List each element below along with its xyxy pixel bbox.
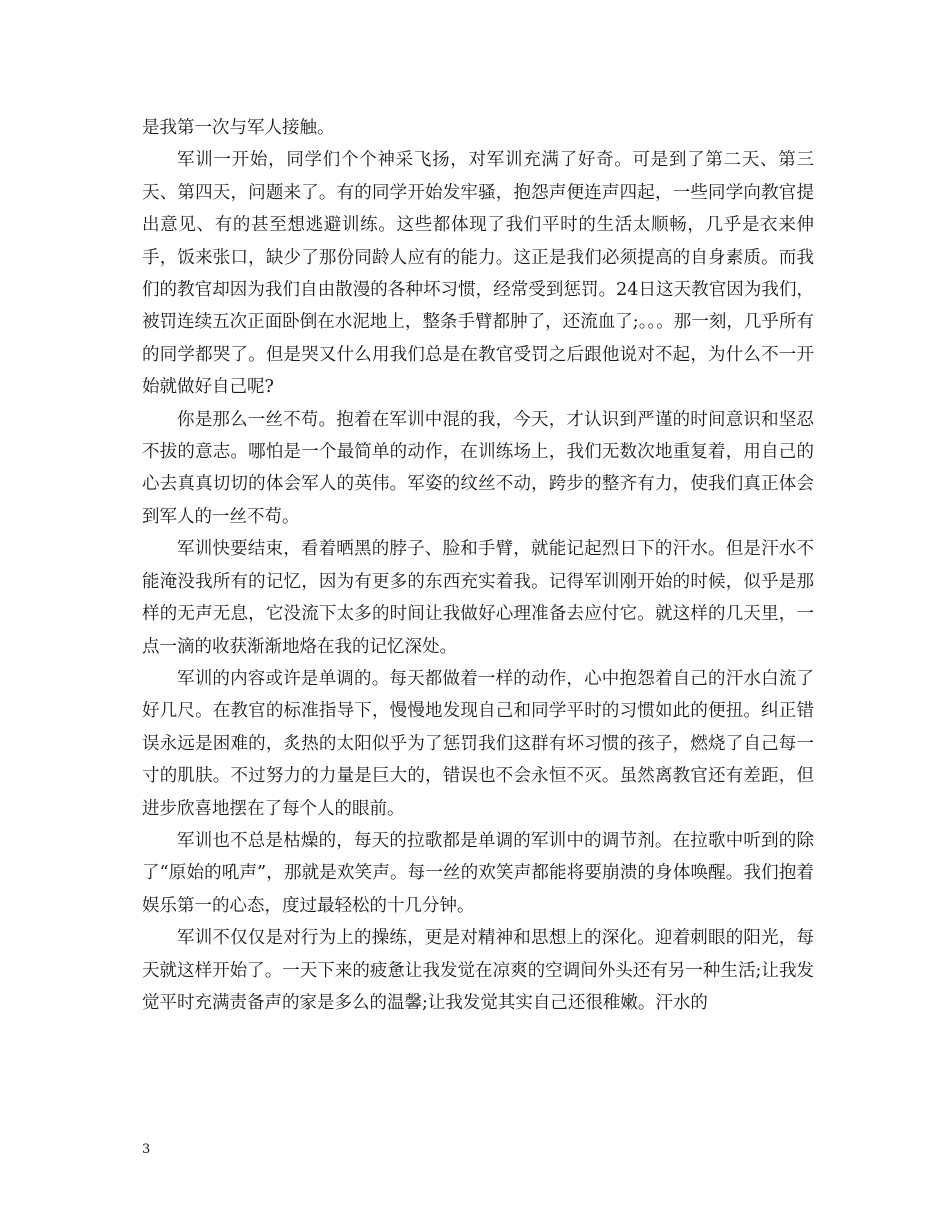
- paragraph: 军训也不总是枯燥的，每天的拉歌都是单调的军训中的调节剂。在拉歌中听到的除了“原始的吼声”，那就是欢笑声。每一丝的欢笑声都能将要崩溃的身体唤醒。我们抱着娱乐第一的心态，度过最轻松的十几分钟。: [142, 830, 814, 916]
- page-number: 3: [142, 1142, 151, 1157]
- paragraph: 军训的内容或许是单调的。每天都做着一样的动作，心中抱怨着自己的汗水白流了好几尺。在教官的标准指导下，慢慢地发现自己和同学平时的习惯如此的便扭。纠正错误永远是困难的，炙热的太阳似乎为了惩罚我们这群有坏习惯的孩子，燃烧了自己每一寸的肌肤。不过努力的力量是巨大的，错误也不会永恒不灭。虽然离教官还有差距，但进步欣喜地摆在了每个人的眼前。: [142, 668, 814, 819]
- paragraph: 军训快要结束，看着晒黑的脖子、脸和手臂，就能记起烈日下的汗水。但是汗水不能淹没我所有的记忆，因为有更多的东西充实着我。记得军训刚开始的时候，似乎是那样的无声无息，它没流下太多的时间让我做好心理准备去应付它。就这样的几天里，一点一滴的收获渐渐地烙在我的记忆深处。: [142, 539, 814, 657]
- paragraph-continued: 是我第一次与军人接触。: [142, 118, 335, 138]
- paragraph: 军训不仅仅是对行为上的操练，更是对精神和思想上的深化。迎着刺眼的阳光，每天就这样开始了。一天下来的疲惫让我发觉在凉爽的空调间外头还有另一种生活;让我发觉平时充满责备声的家是多么的温馨;让我发觉其实自己还很稚嫩。汗水的: [142, 928, 814, 1013]
- paragraph: 军训一开始，同学们个个神采飞扬，对军训充满了好奇。可是到了第二天、第三天、第四天，问题来了。有的同学开始发牢骚，抱怨声便连声四起，一些同学向教官提出意见、有的甚至想逃避训练。这些都体现了我们平时的生活太顺畅，几乎是衣来伸手，饭来张口，缺少了那份同龄人应有的能力。这正是我们必须提高的自身素质。而我们的教官却因为我们自由散漫的各种坏习惯，经常受到惩罚。24日这天教官因为我们，被罚连续五次正面卧倒在水泥地上，整条手臂都肿了，还流血了;。。。那一刻，几乎所有的同学都哭了。但是哭又什么用我们总是在教官受罚之后跟他说对不起，为什么不一开始就做好自己呢?: [142, 150, 814, 398]
- body-text: [142, 112, 814, 1019]
- paragraph: 你是那么一丝不苟。抱着在军训中混的我，今天，才认识到严谨的时间意识和坚忍不拔的意志。哪怕是一个最简单的动作，在训练场上，我们无数次地重复着，用自己的心去真真切切的体会军人的英伟。军姿的纹丝不动，跨步的整齐有力，使我们真正体会到军人的一丝不苟。: [142, 409, 814, 527]
